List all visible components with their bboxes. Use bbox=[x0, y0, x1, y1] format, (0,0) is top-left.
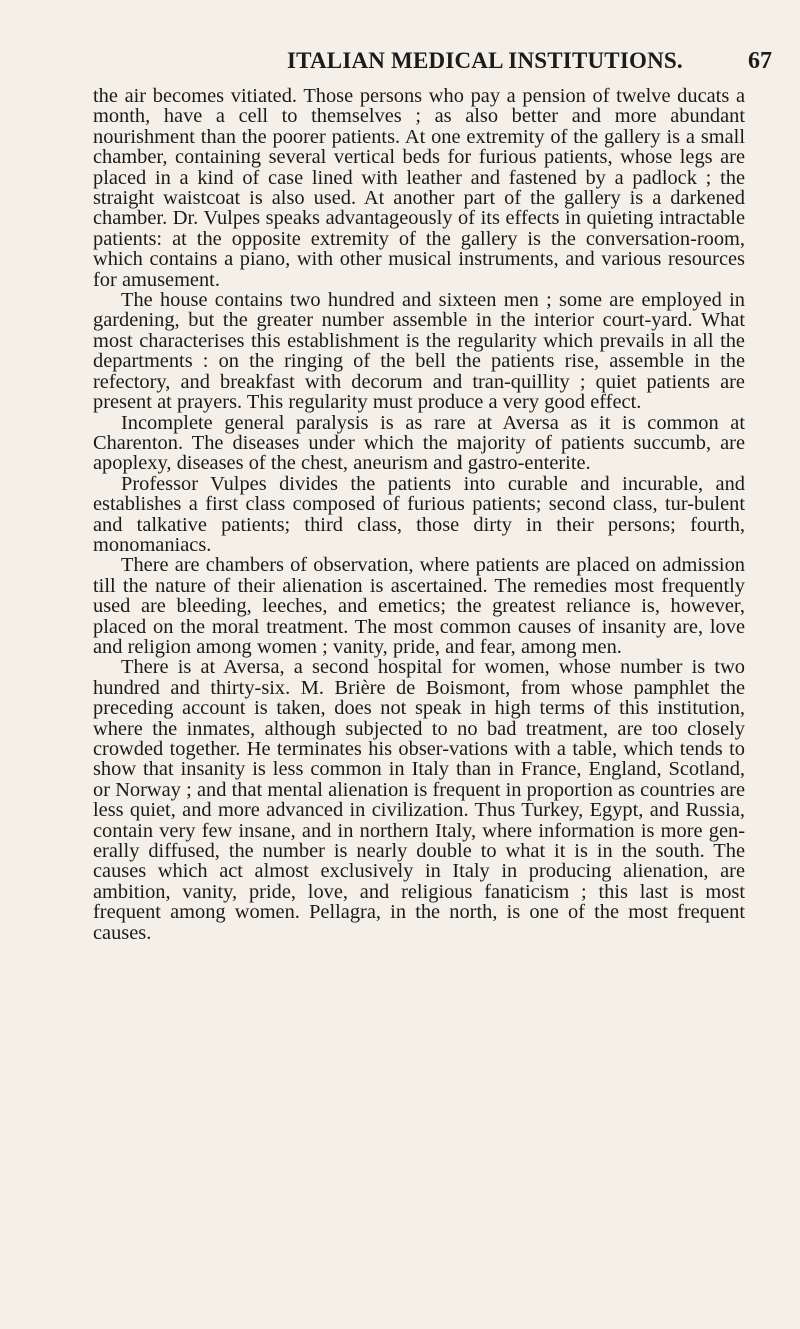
paragraph-diseases: Incomplete general paralysis is as rare at Aversa as it is common at Charenton. The diseases under which the majority of patients succumb, are apoplexy, diseases of the chest, aneurism and gastro-enterite. bbox=[93, 411, 745, 475]
paragraph-womens-hospital: There is at Aversa, a second hospital for women, whose number is two hundred and thirty-six. M. Brière de Boismont, from whose pamphlet the preceding account is taken, does not speak in high terms of this institution, where the inmates, although subjected to no bad treatment, are too closely crowded together. He terminates his obser-vations with a table, which tends to show that insanity is less common in Italy than in France, England, Scotland, or Norway ; and that mental alienation is frequent in proportion as countries are less quiet, and more advanced in civilization. Thus Turkey, Egypt, and Russia, contain very few insane, and in northern Italy, where information is more gen-erally diffused, the number is nearly double to what it is in the south. The causes which act almost exclusively in Italy in producing alienation, are ambition, vanity, pride, love, and religious fanaticism ; this last is most frequent among women. Pellagra, in the north, is one of the most frequent causes. bbox=[93, 656, 745, 944]
paragraph-continuation: the air becomes vitiated. Those persons who pay a pension of twelve ducats a month, have a cell to themselves ; as also better and more abundant nourishment than the poorer patients. At one extremity of the gallery is a small chamber, containing several vertical beds for furious patients, whose legs are placed in a kind of case lined with leather and fastened by a padlock ; the straight waistcoat is also used. At another part of the gallery is a darkened chamber. Dr. Vulpes speaks advantageously of its effects in quieting intractable patients: at the opposite extremity of the gallery is the conversation-room, which contains a piano, with other musical instruments, and various resources for amusement. bbox=[93, 85, 745, 291]
paragraph-house-regularity: The house contains two hundred and sixteen men ; some are employed in gardening, but the greater number assemble in the interior court-yard. What most characterises this establishment is the regularity which prevails in all the departments : on the ringing of the bell the patients rise, assemble in the refectory, and breakfast with decorum and tran-quillity ; quiet patients are present at prayers. This regularity must produce a very good effect. bbox=[93, 289, 745, 414]
paragraph-observation-treatment: There are chambers of observation, where patients are placed on admission till the nature of their alienation is ascertained. The remedies most frequently used are bleeding, leeches, and emetics; the greatest reliance is, however, placed on the moral treatment. The most common causes of insanity are, love and religion among women ; vanity, pride, and fear, among men. bbox=[93, 554, 745, 658]
running-title: ITALIAN MEDICAL INSTITUTIONS. bbox=[287, 48, 683, 73]
body-text bbox=[93, 86, 745, 943]
running-head bbox=[0, 44, 800, 78]
page-number: 67 bbox=[748, 48, 772, 74]
paragraph-patient-classes: Professor Vulpes divides the patients into curable and incurable, and establishes a first class composed of furious patients; second class, tur-bulent and talkative patients; third class, those dirty in their persons; fourth, monomaniacs. bbox=[93, 472, 745, 556]
